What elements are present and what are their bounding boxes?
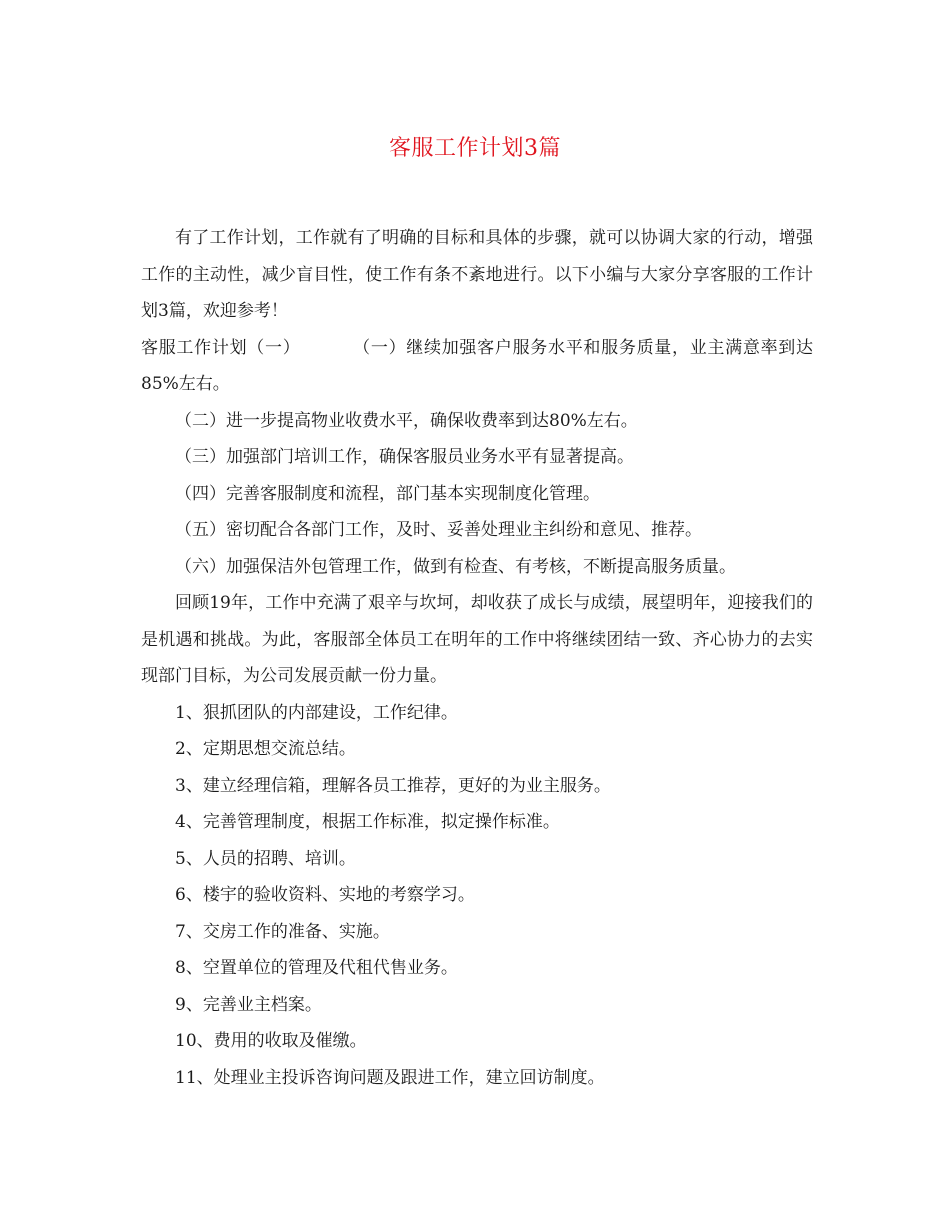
goal-5: （五）密切配合各部门工作，及时、妥善处理业主纠纷和意见、推荐。: [175, 520, 702, 540]
list-item-9: 9、完善业主档案。: [175, 994, 322, 1015]
list-item-6: 6、楼宇的验收资料、实地的考察学习。: [175, 885, 475, 905]
document-title: 客服工作计划3篇: [389, 136, 561, 161]
goal-4: （四）完善客服制度和流程，部门基本实现制度化管理。: [175, 483, 600, 504]
goal-2: （二）进一步提高物业收费水平，确保收费率到达80%左右。: [175, 410, 638, 431]
list-item-4: 4、完善管理制度，根据工作标准，拟定操作标准。: [175, 812, 560, 832]
list-item-2: 2、定期思想交流总结。: [175, 739, 356, 759]
list-item-5: 5、人员的招聘、培训。: [175, 848, 356, 869]
goal-6: （六）加强保洁外包管理工作，做到有检查、有考核，不断提高服务质量。: [175, 556, 736, 577]
list-item-1: 1、狠抓团队的内部建设，工作纪律。: [175, 702, 458, 723]
goal-3: （三）加强部门培训工作，确保客服员业务水平有显著提高。: [175, 447, 634, 467]
list-item-3: 3、建立经理信箱，理解各员工推荐，更好的为业主服务。: [175, 775, 611, 796]
review-paragraph: 回顾19年，工作中充满了艰辛与坎坷，却收获了成长与成绩，展望明年，迎接我们的是机遇和挑战。为此，客服部全体员工在明年的工作中将继续团结一致、齐心协力的去实现部门目标，为公司发展贡献一份力量。: [141, 593, 813, 686]
list-item-7: 7、交房工作的准备、实施。: [175, 921, 390, 942]
list-item-10: 10、费用的收取及催缴。: [175, 1031, 367, 1051]
section-1-heading: 客服工作计划（一）: [141, 337, 301, 358]
document-body: [141, 220, 813, 1096]
section-1-paragraph: [141, 330, 813, 403]
goal-1: （一）继续加强客户服务水平和服务质量，业主满意率到达85%左右。: [141, 337, 814, 394]
list-item-8: 8、空置单位的管理及代租代售业务。: [175, 958, 458, 978]
list-item-11: 11、处理业主投诉咨询问题及跟进工作，建立回访制度。: [175, 1067, 605, 1088]
intro-paragraph: 有了工作计划，工作就有了明确的目标和具体的步骤，就可以协调大家的行动，增强工作的主动性，减少盲目性，使工作有条不紊地进行。以下小编与大家分享客服的工作计划3篇，欢迎参考！: [141, 228, 813, 321]
